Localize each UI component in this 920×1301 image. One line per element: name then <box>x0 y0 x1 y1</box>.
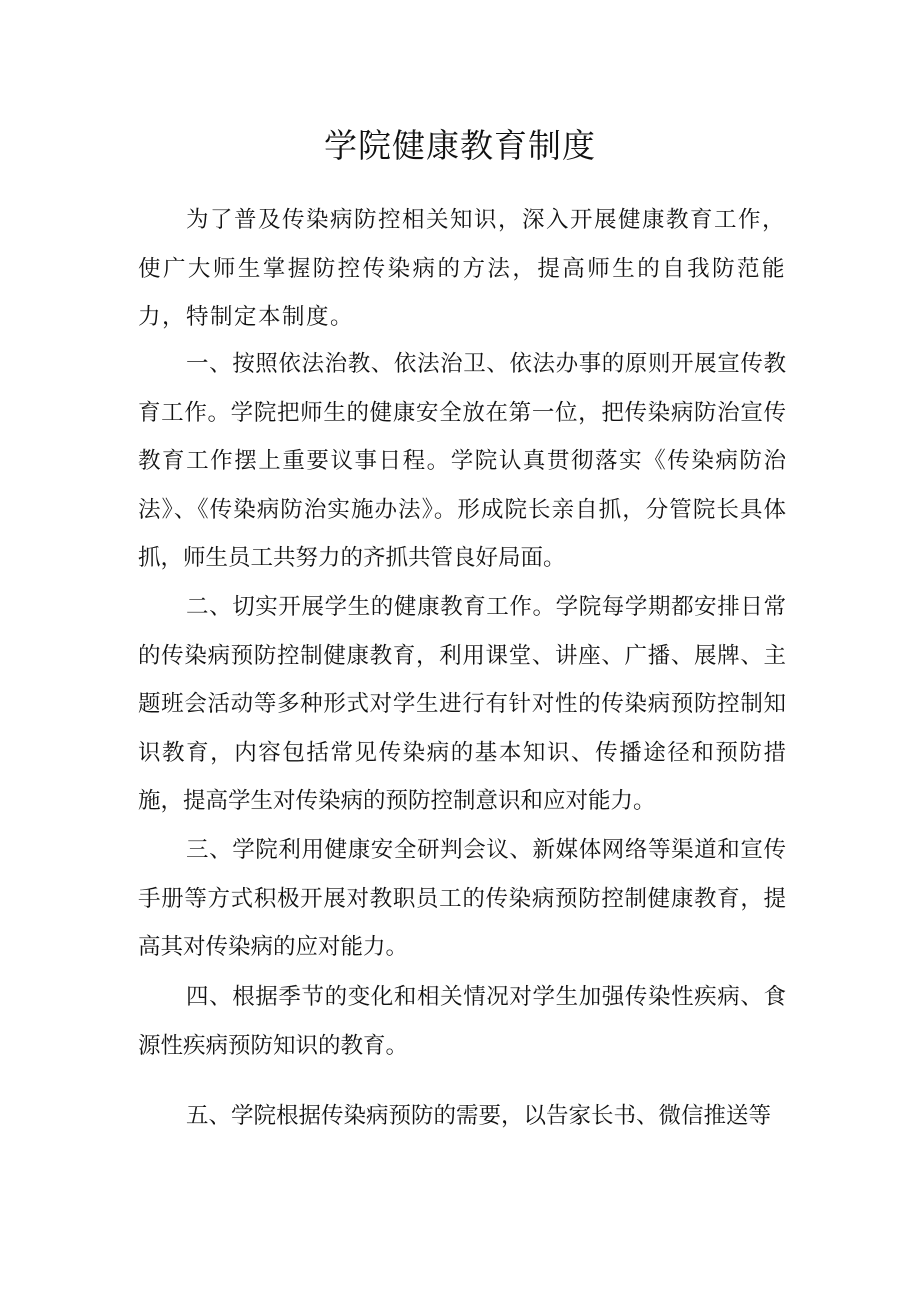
section-paragraph-4: 四、根据季节的变化和相关情况对学生加强传染性疾病、食源性疾病预防知识的教育。 <box>138 984 786 1059</box>
intro-paragraph: 为了普及传染病防控相关知识，深入开展健康教育工作，使广大师生掌握防控传染病的方法，提高师生的自我防范能力，特制定本制度。 <box>138 207 787 330</box>
section-paragraph-3: 三、学院利用健康安全研判会议、新媒体网络等渠道和宣传手册等方式积极开展对教职员工的传染病预防控制健康教育，提高其对传染病的应对能力。 <box>138 837 786 960</box>
section-paragraph-5: 五、学院根据传染病预防的需要，以告家长书、微信推送等 <box>186 1103 772 1129</box>
section-paragraph-1: 一、按照依法治教、依法治卫、依法办事的原则开展宣传教育工作。学院把师生的健康安全放在第一位，把传染病防治宣传教育工作摆上重要议事日程。学院认真贯彻落实《传染病防治法》、《传染病防治实施办法》。形成院长亲自抓，分管院长具体抓，师生员工共努力的齐抓共管良好局面。 <box>138 351 786 571</box>
section-paragraph-2: 二、切实开展学生的健康教育工作。学院每学期都安排日常的传染病预防控制健康教育，利用课堂、讲座、广播、展牌、主题班会活动等多种形式对学生进行有针对性的传染病预防控制知识教育，内容包括常见传染病的基本知识、传播途径和预防措施，提高学生对传染病的预防控制意识和应对能力。 <box>138 594 786 814</box>
document-title: 学院健康教育制度 <box>324 126 596 165</box>
